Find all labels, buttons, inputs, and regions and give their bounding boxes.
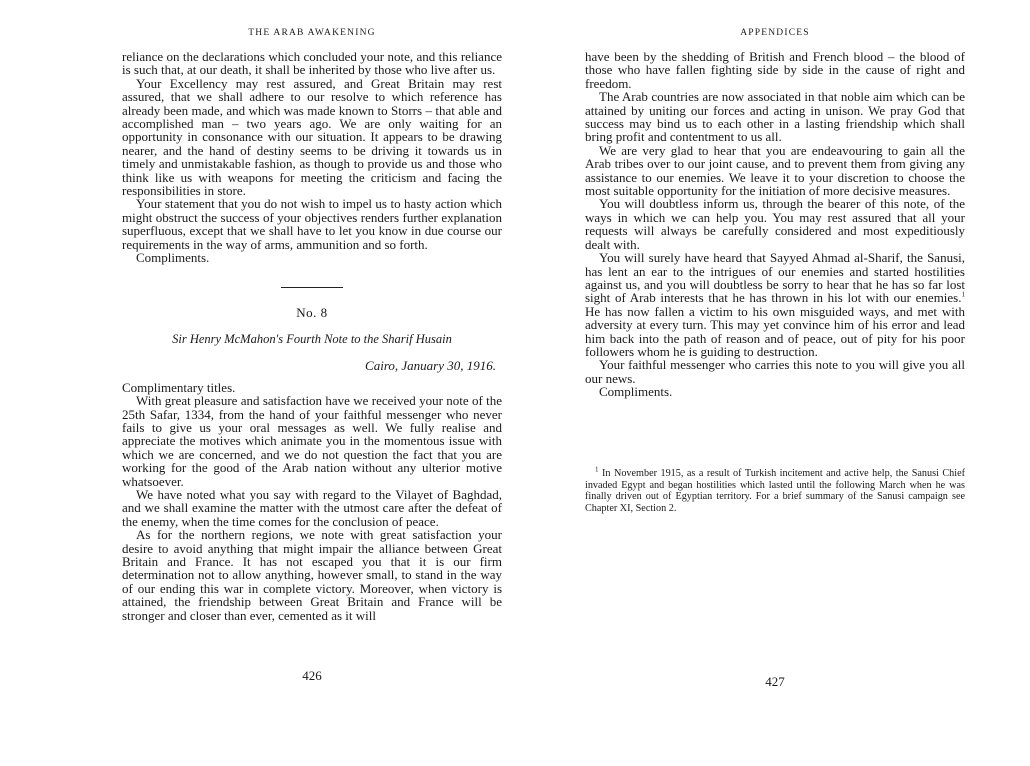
footnote-reference: 1 (961, 290, 965, 299)
running-head-left: THE ARAB AWAKENING (248, 28, 376, 38)
paragraph: Your faithful messenger who carries this note to you will give you all our news. (585, 357, 965, 386)
paragraph: Compliments. (599, 384, 673, 400)
document-title: Sir Henry McMahon's Fourth Note to the Sharif Husain (172, 331, 452, 346)
sanusi-text-part2: He has now fallen a victim to his own misguided ways, and met with adversity at every turn. This may yet convince him of his error and lead him back into the path of reason and of peace, out of pity for his poor followers whom he is guiding to destruction. (585, 303, 965, 359)
page-number-right: 427 (765, 674, 785, 689)
dateline-place: Cairo, (365, 358, 399, 374)
paragraph: We have noted what you say with regard to the Vilayet of Baghdad, and we shall examine the matter with the utmost care after the defeat of the enemy, when the time comes for the conclusion of peace. (122, 486, 502, 529)
dateline-date: January 30, 1916. (401, 358, 496, 374)
paragraph: With great pleasure and satisfaction have we received your note of the 25th Safar, 1334, from the hand of your faithful messenger who never fails to give us your oral messages as well. We fully realise and appreciate the motives which animate you in the momentous issue with which we are concerned, and we do not question the fact that you are working for the good of the Arab nation without any ulterior motive whatsoever. (122, 393, 502, 489)
paragraph: have been by the shedding of British and French blood – the blood of those who have fallen fighting side by side in the cause of right and freedom. (585, 49, 965, 91)
footnote-paragraph (585, 465, 966, 514)
right-page-body (585, 50, 965, 399)
paragraph: The Arab countries are now associated in that noble aim which can be attained by uniting our forces and acting in unison. We pray God that success may bind us to each other in a lasting friendship which shall bring profit and contentment to us all. (585, 89, 965, 145)
paragraph: Compliments. (136, 250, 210, 266)
running-head-right: APPENDICES (740, 28, 810, 38)
section-divider (281, 287, 343, 288)
dateline (122, 359, 496, 372)
paragraph: We are very glad to hear that you are endeavouring to gain all the Arab tribes over to our joint cause, and to prevent them from giving any assistance to our enemies. We leave it to your discretion to choose the most suitable opportunity for the initiation of more decisive measures. (585, 142, 965, 199)
paragraph: Your Excellency may rest assured, and Great Britain may rest assured, that we shall adhere to our resolve to which reference has already been made, and which was made known to Storrs – that able and accomplished man – two years ago. We are only waiting for an opportunity in consonance with our situation. It appears to be drawing nearer, and the hand of destiny seems to be driving it towards us in timely and unmistakable fashion, as though to provide us and those who think like us with weapons for meeting the criticism and facing the responsibilities in store. (122, 75, 502, 199)
paragraph: As for the northern regions, we note with great satisfaction your desire to avoid anything that might impair the alliance between Great Britain and France. It has not escaped you that it is our firm determination not to allow anything, however small, to stand in the way of our ending this war in complete victory. Moreover, when victory is attained, the friendship between Great Britain and France will be stronger and closer than ever, cemented as it will (122, 527, 502, 623)
footnote (585, 465, 966, 514)
dateline-date-wrap (401, 358, 496, 373)
paragraph: Your statement that you do not wish to impel us to hasty action which might obstruct the success of your objectives renders further explanation superfluous, except that we shall have to let you know in due course our requirements in the way of arms, ammunition and so forth. (122, 196, 502, 252)
page-number-left: 426 (302, 668, 322, 683)
paragraph: Complimentary titles. (122, 379, 236, 395)
paragraph: reliance on the declarations which concluded your note, and this reliance is such that, at our death, it shall be inherited by those who live after us. (122, 49, 502, 78)
left-page-body (122, 50, 502, 622)
footnote-marker: 1 (595, 465, 599, 474)
document-number: No. 8 (296, 304, 328, 320)
paragraph: You will doubtless inform us, through the bearer of this note, of the ways in which we can help you. You may rest assured that all your requests will always be carefully considered and most expeditiously dealt with. (585, 196, 965, 252)
sanusi-text-part1: You will surely have heard that Sayyed Ahmad al-Sharif, the Sanusi, has lent an ear to the intrigues of our enemies and started hostilities against us, and you will doubtless be sorry to hear that he has so far lost sight of Arab interests that he has thrown in his lot with our enemies. (585, 250, 965, 306)
paragraph-sanusi (585, 251, 965, 358)
footnote-text: In November 1915, as a result of Turkish incitement and active help, the Sanusi Chief invaded Egypt and began hostilities which lasted until the following March when he was finally driven out of Egyptian territory. For a brief summary of the Sanusi campaign see Chapter XI, Section 2. (585, 468, 966, 514)
